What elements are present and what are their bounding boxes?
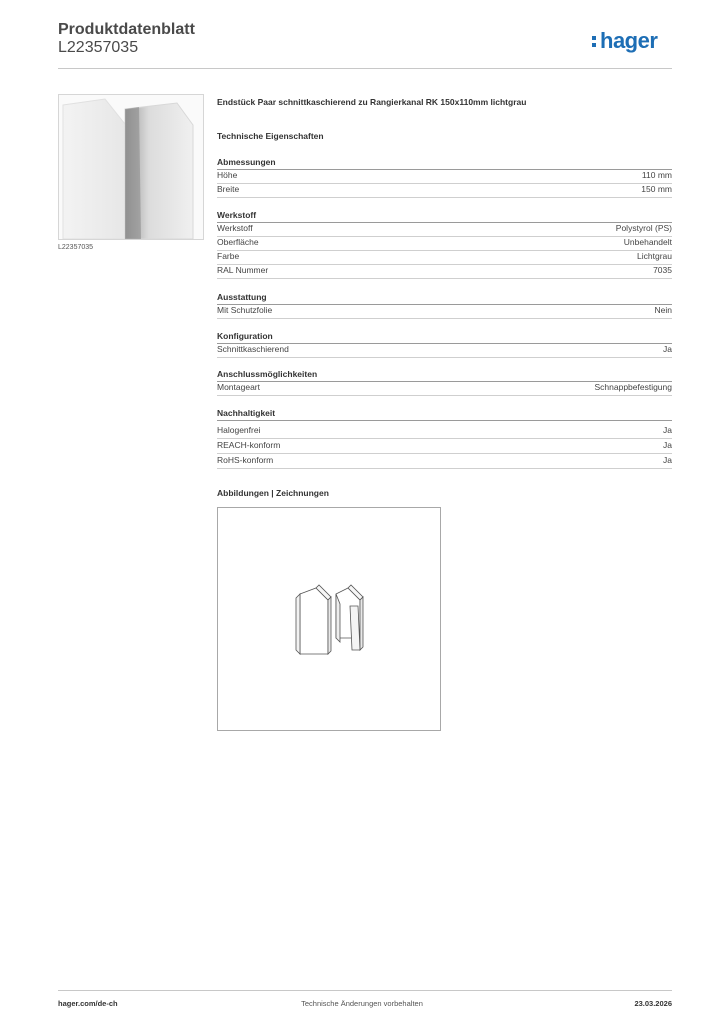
- property-value: Ja: [663, 440, 672, 450]
- drawings-heading: Abbildungen | Zeichnungen: [217, 488, 329, 498]
- property-key: Werkstoff: [217, 223, 253, 233]
- property-row: [217, 236, 672, 251]
- property-row: [217, 304, 672, 319]
- property-key: Breite: [217, 184, 240, 194]
- end-piece-drawing-icon: [218, 508, 440, 730]
- property-value: 7035: [653, 265, 672, 275]
- property-row: [217, 250, 672, 265]
- technical-properties-heading: Technische Eigenschaften: [217, 131, 324, 141]
- logo-dots-icon: [592, 36, 597, 50]
- property-value: Lichtgrau: [637, 251, 672, 261]
- property-value: 110 mm: [641, 170, 672, 180]
- product-number: L22357035: [58, 39, 139, 56]
- property-row: [217, 222, 672, 237]
- property-value: Ja: [663, 455, 672, 465]
- group-title-konfiguration: Konfiguration: [217, 331, 672, 344]
- group-title-werkstoff: Werkstoff: [217, 210, 672, 223]
- technical-drawing: [217, 507, 441, 731]
- photo-caption: L22357035: [58, 244, 94, 251]
- property-value: Nein: [654, 305, 672, 315]
- property-value: Polystyrol (PS): [615, 223, 672, 233]
- property-value: Ja: [663, 344, 672, 354]
- property-row: [217, 343, 672, 358]
- property-key: Montageart: [217, 382, 260, 392]
- property-value: Ja: [663, 425, 672, 435]
- group-title-anschlussmoeglichkeiten: Anschlussmöglichkeiten: [217, 369, 672, 382]
- footer-divider: [58, 990, 672, 991]
- property-row: [217, 381, 672, 396]
- property-value: Schnappbefestigung: [594, 382, 672, 392]
- property-key: Schnittkaschierend: [217, 344, 289, 354]
- property-row: [217, 264, 672, 279]
- logo-text: hager: [600, 28, 658, 53]
- property-value: 150 mm: [641, 184, 672, 194]
- property-row: [217, 169, 672, 184]
- header-divider: [58, 68, 672, 69]
- property-key: RoHS-konform: [217, 455, 274, 465]
- document-title: Produktdatenblatt: [58, 21, 195, 38]
- property-row: [217, 183, 672, 198]
- property-key: Halogenfrei: [217, 425, 261, 435]
- group-title-nachhaltigkeit: Nachhaltigkeit: [217, 408, 672, 421]
- property-key: REACH-konform: [217, 440, 281, 450]
- group-title-ausstattung: Ausstattung: [217, 292, 672, 305]
- footer-notice: Technische Änderungen vorbehalten: [301, 999, 423, 1008]
- property-row: [217, 424, 672, 439]
- property-key: Mit Schutzfolie: [217, 305, 273, 315]
- property-key: Oberfläche: [217, 237, 259, 247]
- footer-date: 23.03.2026: [634, 999, 672, 1008]
- property-row: [217, 454, 672, 469]
- property-key: Farbe: [217, 251, 240, 261]
- property-value: Unbehandelt: [623, 237, 672, 247]
- end-piece-photo-icon: [59, 95, 203, 239]
- property-row: [217, 439, 672, 454]
- product-description: Endstück Paar schnittkaschierend zu Rangierkanal RK 150x110mm lichtgrau: [217, 97, 527, 107]
- property-key: Höhe: [217, 170, 238, 180]
- product-photo: [58, 94, 204, 240]
- hager-logo[interactable]: [592, 28, 674, 56]
- property-key: RAL Nummer: [217, 265, 269, 275]
- footer-website-link[interactable]: hager.com/de-ch: [58, 999, 118, 1008]
- group-title-abmessungen: Abmessungen: [217, 157, 672, 170]
